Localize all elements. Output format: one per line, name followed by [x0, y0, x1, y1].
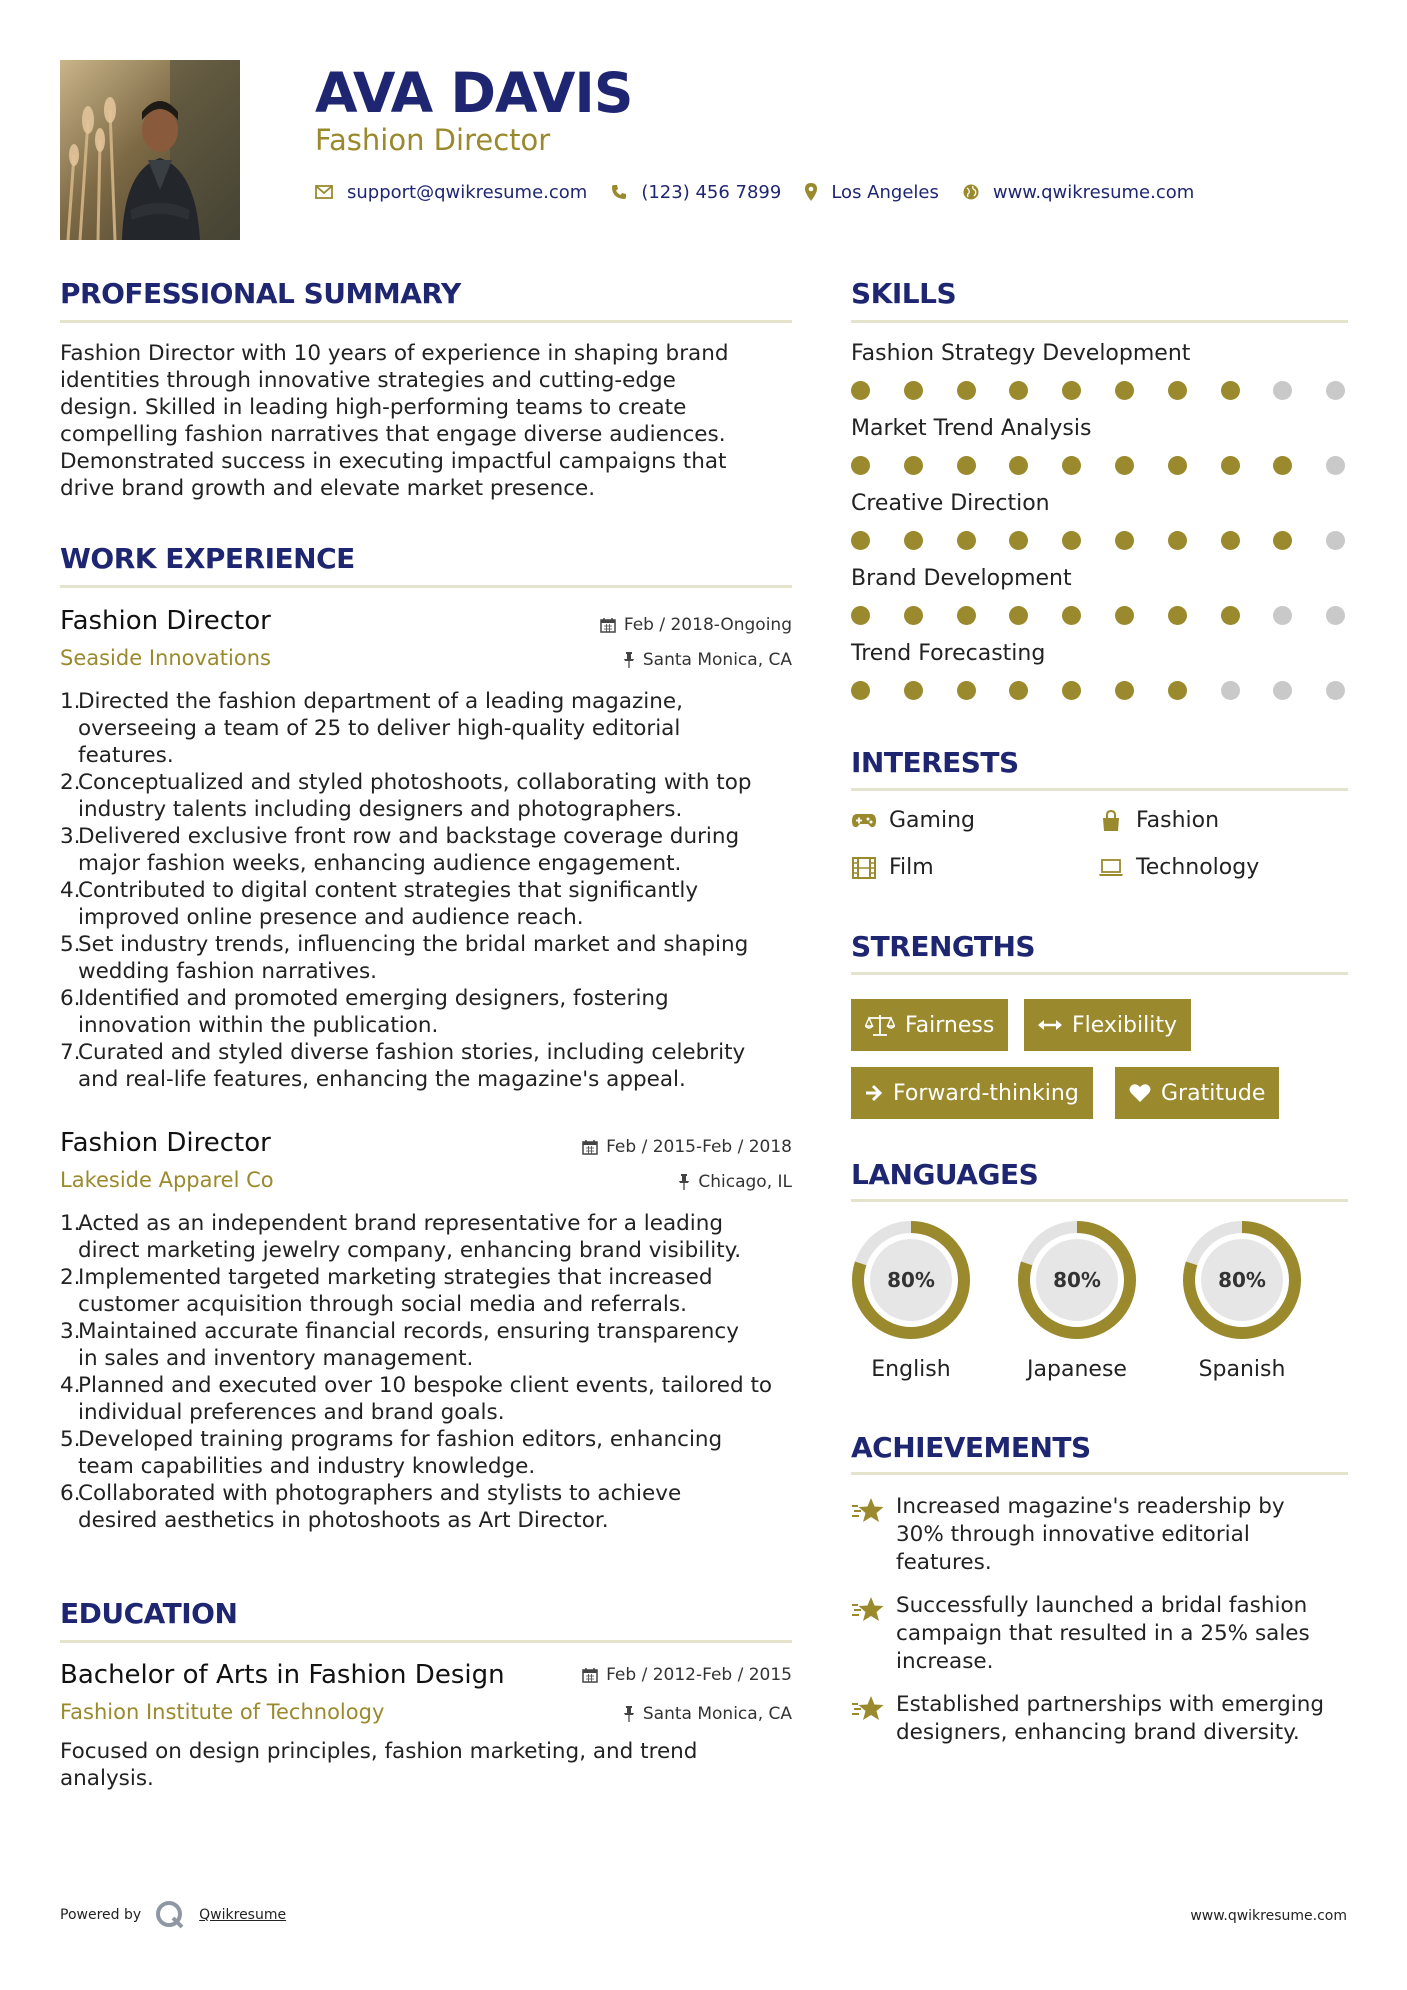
section-title-achievements: ACHIEVEMENTS	[851, 1431, 1091, 1464]
list-item: 7. Curated and styled diverse fashion stories, including celebrity and real-life features, enhancing the magazine's appeal.	[60, 1040, 746, 1092]
job-title: Fashion Director	[60, 606, 271, 636]
section-divider	[60, 585, 792, 588]
list-item: 6. Identified and promoted emerging designers, fostering innovation within the publication.	[60, 986, 669, 1038]
job-entry	[60, 1127, 792, 1547]
skill-rating	[851, 456, 1348, 476]
summary-text	[60, 340, 792, 502]
section-title-interests: INTERESTS	[851, 746, 1019, 779]
contact-phone[interactable]: (123) 456 7899	[641, 181, 782, 203]
skills-list	[851, 340, 1348, 710]
arrows-h-icon	[1038, 1019, 1062, 1031]
qwikresume-logo-icon	[155, 1900, 185, 1930]
skill-dot	[851, 681, 870, 700]
interest-item: Fashion	[1098, 808, 1219, 833]
skill-rating	[851, 681, 1348, 701]
section-divider	[851, 972, 1348, 975]
list-item: 6. Collaborated with photographers and stylists to achieve desired aesthetics in photoshoots as Art Director.	[60, 1481, 682, 1533]
summary-line: drive brand growth and elevate market presence.	[60, 476, 596, 501]
profile-photo-image	[60, 60, 240, 240]
section-divider	[60, 320, 792, 323]
globe-icon	[963, 184, 979, 200]
pushpin-icon	[678, 1174, 690, 1190]
section-title-skills: SKILLS	[851, 277, 957, 310]
contact-email[interactable]: support@qwikresume.com	[347, 181, 588, 203]
language-progress-ring	[851, 1220, 971, 1340]
map-marker-icon	[805, 183, 817, 201]
summary-line: Demonstrated success in executing impactful campaigns that	[60, 449, 727, 474]
language-progress-ring	[1017, 1220, 1137, 1340]
skill-dot	[1221, 681, 1240, 700]
arrow-right-icon	[865, 1084, 883, 1102]
skill-dot	[904, 681, 923, 700]
language-name: Japanese	[1027, 1357, 1127, 1382]
list-item: 2. Conceptualized and styled photoshoots, collaborating with top industry talents including designers and photographers.	[60, 770, 752, 822]
skill-dot	[1326, 681, 1345, 700]
education-location: Santa Monica, CA	[623, 1704, 792, 1724]
skill-dot	[1326, 531, 1345, 550]
skill-dot	[957, 681, 976, 700]
list-item: 3. Maintained accurate financial records, ensuring transparency in sales and inventory management.	[60, 1319, 739, 1371]
laptop-icon	[1098, 859, 1124, 877]
phone-icon	[611, 184, 627, 200]
interest-item: Technology	[1098, 855, 1259, 880]
section-title-languages: LANGUAGES	[851, 1158, 1039, 1191]
language-progress-ring	[1182, 1220, 1302, 1340]
job-title: Fashion Director	[60, 1128, 271, 1158]
skill-dot	[1221, 531, 1240, 550]
list-item: 3. Delivered exclusive front row and backstage coverage during major fashion weeks, enhancing audience engagement.	[60, 824, 740, 876]
skill-name: Creative Direction	[851, 491, 1050, 516]
profile-photo	[60, 60, 240, 240]
skill-dot	[1168, 381, 1187, 400]
qwikresume-link[interactable]: Qwikresume	[199, 1907, 287, 1923]
education-entry	[60, 1659, 792, 1799]
language-percent: 80%	[1218, 1268, 1266, 1292]
footer-powered-by: Powered by Qwikresume	[60, 1900, 286, 1930]
list-item: 5. Set industry trends, influencing the bridal market and shaping wedding fashion narratives.	[60, 932, 749, 984]
language-item	[1182, 1220, 1302, 1382]
list-item: 5. Developed training programs for fashion editors, enhancing team capabilities and industry knowledge.	[60, 1427, 723, 1479]
envelope-icon	[315, 185, 333, 199]
school-name: Fashion Institute of Technology	[60, 1700, 385, 1724]
language-item	[1017, 1220, 1137, 1382]
job-entry	[60, 605, 792, 1105]
skill-dot	[1062, 681, 1081, 700]
skill-dot	[904, 456, 923, 475]
achievement-text: Established partnerships with emerging designers, enhancing brand diversity.	[896, 1692, 1324, 1745]
shopping-bag-icon	[1098, 810, 1124, 832]
job-bullets	[60, 688, 792, 1093]
interest-item: Gaming	[851, 808, 975, 833]
skill-dot	[1009, 606, 1028, 625]
film-icon	[851, 857, 877, 879]
skill-name: Market Trend Analysis	[851, 416, 1092, 441]
job-bullets	[60, 1210, 792, 1534]
summary-line: design. Skilled in leading high-performing teams to create	[60, 395, 687, 420]
skill-dot	[1273, 456, 1292, 475]
skill-dot	[851, 606, 870, 625]
achievement-text: Increased magazine's readership by 30% through innovative editorial features.	[896, 1494, 1285, 1575]
skill-dot	[1168, 456, 1187, 475]
contact-location: Los Angeles	[831, 181, 939, 203]
heart-icon	[1129, 1083, 1151, 1103]
strength-tag: Flexibility	[1024, 999, 1191, 1051]
skill-dot	[1168, 606, 1187, 625]
job-company: Seaside Innovations	[60, 646, 271, 670]
skill-dot	[1273, 381, 1292, 400]
skill-dot	[957, 531, 976, 550]
skill-dot	[1062, 456, 1081, 475]
skill-dot	[904, 606, 923, 625]
section-divider	[851, 1199, 1348, 1202]
job-location: Chicago, IL	[678, 1172, 792, 1192]
skill-dot	[1009, 381, 1028, 400]
skill-dot	[1009, 456, 1028, 475]
candidate-title: Fashion Director	[315, 123, 551, 157]
balance-scale-icon	[865, 1014, 895, 1036]
list-item: 4. Planned and executed over 10 bespoke client events, tailored to individual preferences and brand goals.	[60, 1373, 773, 1425]
skill-dot	[957, 606, 976, 625]
job-date: Feb / 2018-Ongoing	[600, 615, 792, 635]
summary-line: identities through innovative strategies and cutting-edge	[60, 368, 676, 393]
skill-dot	[1326, 381, 1345, 400]
skill-dot	[1273, 531, 1292, 550]
star-icon	[851, 1497, 885, 1529]
list-item: 4. Contributed to digital content strategies that significantly improved online presence and audience reach.	[60, 878, 699, 930]
skill-dot	[851, 456, 870, 475]
calendar-icon	[582, 1667, 598, 1683]
section-divider	[851, 788, 1348, 791]
strength-tag: Forward-thinking	[851, 1067, 1093, 1119]
skill-name: Fashion Strategy Development	[851, 341, 1191, 366]
skill-dot	[1009, 531, 1028, 550]
education-description: Focused on design principles, fashion marketing, and trend analysis.	[60, 1739, 698, 1791]
calendar-icon	[600, 617, 616, 633]
summary-line: compelling fashion narratives that engage diverse audiences.	[60, 422, 726, 447]
section-title-summary: PROFESSIONAL SUMMARY	[60, 277, 461, 310]
section-divider	[60, 1640, 792, 1643]
skill-dot	[1062, 531, 1081, 550]
skill-dot	[1062, 381, 1081, 400]
skill-dot	[1168, 681, 1187, 700]
skill-name: Trend Forecasting	[851, 641, 1046, 666]
skill-dot	[1221, 381, 1240, 400]
pushpin-icon	[623, 652, 635, 668]
star-icon	[851, 1695, 885, 1727]
job-company: Lakeside Apparel Co	[60, 1168, 274, 1192]
contact-website[interactable]: www.qwikresume.com	[992, 181, 1195, 203]
skill-rating	[851, 381, 1348, 401]
list-item: 1. Directed the fashion department of a leading magazine, overseeing a team of 25 to deliver high-quality editorial features.	[60, 689, 683, 768]
skill-dot	[1326, 606, 1345, 625]
education-date: Feb / 2012-Feb / 2015	[582, 1665, 792, 1685]
skill-dot	[1062, 606, 1081, 625]
skill-dot	[1168, 531, 1187, 550]
contact-row	[315, 178, 1218, 206]
achievements-list	[851, 1493, 1348, 1753]
skill-dot	[1115, 456, 1134, 475]
language-item	[851, 1220, 971, 1382]
interest-item: Film	[851, 855, 934, 880]
language-name: English	[871, 1357, 951, 1382]
star-icon	[851, 1596, 885, 1628]
skill-dot	[1115, 381, 1134, 400]
list-item: 1. Acted as an independent brand representative for a leading direct marketing jewelry company, enhancing brand visibility.	[60, 1211, 742, 1263]
candidate-name: AVA DAVIS	[315, 61, 633, 125]
skill-dot	[957, 381, 976, 400]
job-date: Feb / 2015-Feb / 2018	[582, 1137, 792, 1157]
strength-tag: Fairness	[851, 999, 1008, 1051]
skill-dot	[904, 531, 923, 550]
section-divider	[851, 1472, 1348, 1475]
section-title-work: WORK EXPERIENCE	[60, 542, 355, 575]
degree-title: Bachelor of Arts in Fashion Design	[60, 1660, 505, 1690]
language-name: Spanish	[1198, 1357, 1286, 1382]
section-title-education: EDUCATION	[60, 1597, 238, 1630]
section-divider	[851, 320, 1348, 323]
summary-line: Fashion Director with 10 years of experience in shaping brand	[60, 341, 729, 366]
pushpin-icon	[623, 1706, 635, 1722]
strength-tag: Gratitude	[1115, 1067, 1279, 1119]
skill-dot	[1115, 531, 1134, 550]
skill-dot	[1326, 456, 1345, 475]
skill-dot	[1221, 606, 1240, 625]
skill-dot	[1221, 456, 1240, 475]
language-percent: 80%	[1053, 1268, 1101, 1292]
list-item: 2. Implemented targeted marketing strategies that increased customer acquisition through social media and referrals.	[60, 1265, 713, 1317]
skill-dot	[1115, 681, 1134, 700]
skill-dot	[1009, 681, 1028, 700]
skill-dot	[851, 531, 870, 550]
skill-rating	[851, 606, 1348, 626]
gamepad-icon	[851, 813, 877, 829]
section-title-strengths: STRENGTHS	[851, 930, 1036, 963]
skill-dot	[1115, 606, 1134, 625]
skill-dot	[1273, 606, 1292, 625]
skill-rating	[851, 531, 1348, 551]
language-percent: 80%	[887, 1268, 935, 1292]
skill-dot	[1273, 681, 1292, 700]
job-location: Santa Monica, CA	[623, 650, 792, 670]
skill-dot	[957, 456, 976, 475]
skill-dot	[851, 381, 870, 400]
achievement-text: Successfully launched a bridal fashion campaign that resulted in a 25% sales increase.	[896, 1593, 1310, 1674]
skill-dot	[904, 381, 923, 400]
skill-name: Brand Development	[851, 566, 1072, 591]
calendar-icon	[582, 1139, 598, 1155]
footer-website[interactable]: www.qwikresume.com	[1190, 1908, 1347, 1924]
